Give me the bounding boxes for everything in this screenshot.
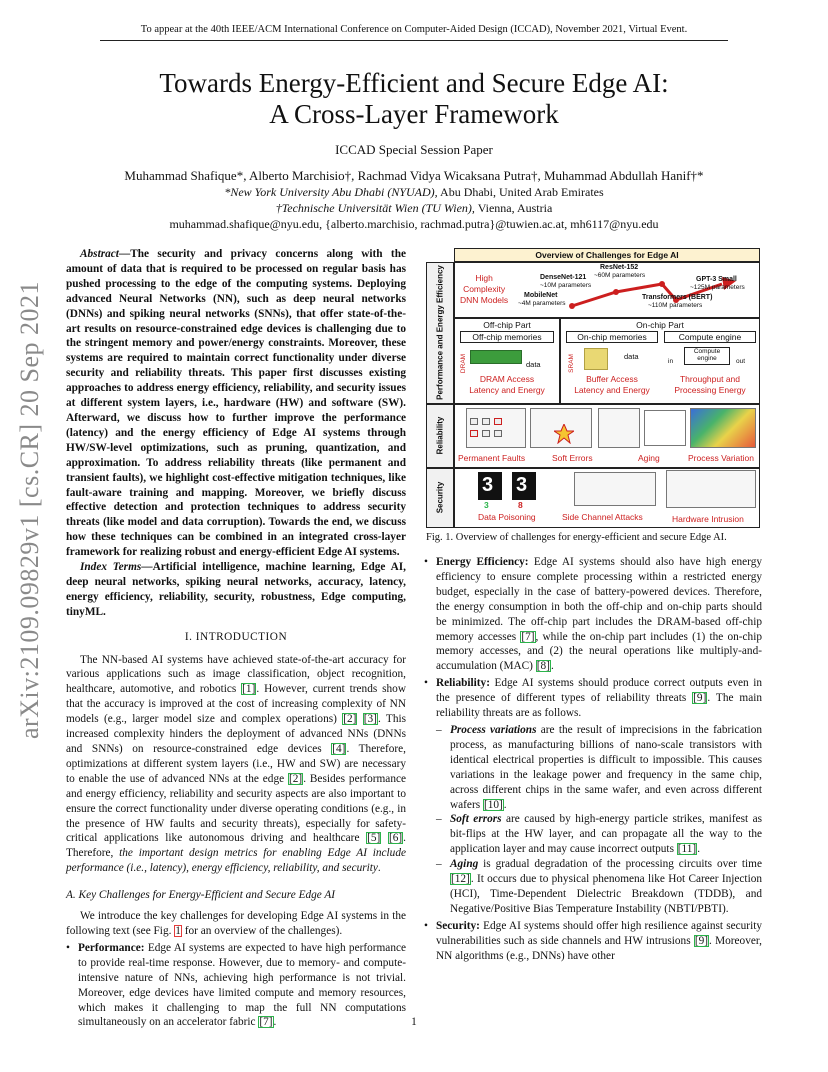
list-item-security: • Security: Edge AI systems should offer high resilience against security vulnerabilities such as side channels and HW intrusions [9]. Moreover, NN algorithms (e.g., DNNs) have other bbox=[424, 919, 762, 964]
citation-link[interactable]: [7] bbox=[521, 630, 535, 643]
onchip-part-label: On-chip Part bbox=[636, 320, 684, 330]
sram-chip-icon bbox=[584, 348, 608, 370]
affiliation-1: *New York University Abu Dhabi (NYUAD), Abu Dhabi, United Arab Emirates bbox=[224, 185, 604, 199]
data-poisoning-label: Data Poisoning bbox=[478, 512, 536, 522]
index-terms: Index Terms—Artificial intelligence, machine learning, Edge AI, deep neural networks, spiking neural networks, accuracy, latency, energy efficiency, reliability, security, robustness, Edge computing, tinyML. bbox=[66, 561, 406, 618]
permanent-faults-diagram bbox=[466, 408, 526, 448]
offchip-memories-label: Off-chip memories bbox=[472, 332, 542, 342]
intro-paragraph: The NN-based AI systems have achieved state-of-the-art accuracy for various applications such as image classification, object recognition, healthcare, automotive, and robotics [1]. However, current trends show that the accuracy is improved at the cost of increasing complexity of NN models (e.g., larger model size and complex operations) [2] [3]. This increased complexity hinders the deployment of advanced NNs (DNNs and SNNs) on resource-constrained edge devices [4]. Therefore, optimizations at different system layers (i.e., HW and SW) are necessary to enable the use of advanced NNs at the edge [2]. Besides performance and energy efficiency, reliability and security aspects are also important to ensure the correct functionality under diverse operating conditions (e.g., in the presence of HW faults and security threats), especially for safety-critical applications like autonomous driving and healthcare [5] [6]. Therefore, the important design metrics for enabling Edge AI include performance (i.e., latency), energy efficiency, reliability, and security. bbox=[66, 653, 407, 875]
faulty-pe-cell bbox=[470, 430, 478, 437]
title-line-2: A Cross-Layer Framework bbox=[269, 99, 559, 129]
soft-errors-label: Soft Errors bbox=[552, 453, 593, 463]
sram-data-label: data bbox=[624, 352, 639, 361]
particle-strike-icon bbox=[554, 424, 574, 444]
pe-cell bbox=[494, 430, 502, 437]
author-names: Muhammad Shafique*, Alberto Marchisio†, Rachmad Vidya Wicaksana Putra†, Muhammad Abdullah Hanif†* bbox=[124, 168, 704, 183]
aging-diagram bbox=[644, 410, 686, 446]
author-block bbox=[0, 168, 828, 232]
citation-link[interactable]: [10] bbox=[483, 798, 503, 811]
permanent-faults-label: Permanent Faults bbox=[458, 453, 526, 463]
compute-out-label: out bbox=[736, 358, 746, 365]
model-mobilenet-name: MobileNet bbox=[524, 292, 558, 299]
hardware-intrusion-diagram bbox=[666, 470, 756, 508]
paper-title bbox=[0, 68, 828, 130]
citation-link[interactable]: [2] bbox=[343, 713, 357, 726]
citation-link[interactable]: [9] bbox=[693, 692, 707, 705]
compute-engine-header: Compute engine bbox=[678, 332, 742, 342]
pe-cell bbox=[482, 430, 490, 437]
clean-prediction: 3 bbox=[484, 500, 489, 510]
dram-data-label: data bbox=[526, 360, 541, 369]
model-resnet-name: ResNet-152 bbox=[600, 264, 639, 271]
model-densenet-name: DenseNet-121 bbox=[540, 274, 587, 281]
model-point-resnet bbox=[659, 281, 665, 287]
pe-cell bbox=[470, 418, 478, 425]
citation-link[interactable]: [1] bbox=[242, 683, 256, 696]
citation-link[interactable]: [9] bbox=[694, 934, 709, 947]
arxiv-stamp: arXiv:2109.09829v1 [cs.CR] 20 Sep 2021 bbox=[15, 280, 44, 740]
hardware-intrusion-label: Hardware Intrusion bbox=[672, 514, 744, 524]
poisoned-prediction: 8 bbox=[518, 500, 523, 510]
list-item-performance: • Performance: Edge AI systems are expected to have high performance to provide real-time response. However, due to memory- and compute-intensive nature of NNs, achieving high performance is not trivial. Moreover, edge devices have limited compute and memory resources, which makes it challenging to map the full NN computations simultaneously on an accelerator fabric [7]. bbox=[66, 941, 406, 1030]
dram-label: DRAM bbox=[460, 353, 468, 374]
citation-link[interactable]: [3] bbox=[363, 713, 377, 726]
session-label: ICCAD Special Session Paper bbox=[335, 142, 493, 157]
throughput-caption: Throughput and Processing Energy bbox=[674, 374, 746, 395]
citation-link[interactable]: [8] bbox=[536, 660, 550, 673]
offchip-part-label: Off-chip Part bbox=[483, 320, 531, 330]
right-column bbox=[424, 553, 762, 965]
citation-link[interactable]: [4] bbox=[332, 743, 346, 755]
header-rule bbox=[100, 40, 728, 41]
model-gpt3-params: ~125M parameters bbox=[690, 284, 745, 291]
compute-in-label: in bbox=[668, 358, 674, 365]
side-channel-diagram bbox=[574, 472, 656, 506]
model-resnet-params: ~60M parameters bbox=[594, 272, 646, 279]
dram-module-icon bbox=[470, 350, 522, 364]
figure-link[interactable]: 1 bbox=[175, 924, 181, 937]
left-column bbox=[66, 247, 406, 1032]
abstract: Abstract—The security and privacy concerns along with the amount of data that is required to be processed on regular basis has pushed processing to the edge of the computing systems. Deploying advanced Neural Networks (NN), such as deep neural networks (DNNs) and spiking neural networks (SNNs), that offer state-of-the-art results on resource-constrained edge devices is challenging due to the stringent memory and power/energy constraints. Moreover, these systems are required to maintain correct functionality under diverse security and reliability threats. This paper first discusses existing approaches to address energy efficiency, reliability, and security issues at different system layers, i.e., hardware (HW) and software (SW). Afterward, we discuss how to further improve the performance (latency) and the energy efficiency of Edge AI systems through HW/SW-level optimizations, such as pruning, quantization, and approximation. To address reliability threats (like permanent and transient faults), we highlight cost-effective mitigation techniques, like fault-aware training and mapping. Moreover, we briefly discuss effective detection and protection techniques to address security threats (like model and data corruption). Towards the end, we discuss how these techniques can be combined in an integrated cross-layer framework for realizing robust and energy-efficient Edge AI systems. bbox=[66, 248, 406, 559]
citation-link[interactable]: [6] bbox=[388, 832, 403, 845]
list-item-energy-efficiency: • Energy Efficiency: Edge AI systems should also have high energy efficiency to ensure complete processing within a restricted energy budget, especially in the case of battery-powered devices. Therefore, the energy consumption in both the off-chip and on-chip parts should be minimized. The off-chip part includes the DRAM-based off-chip memory accesses [7], while the on-chip part includes (1) the on-chip memory accesses, and (2) the neural operations like multiply-and-accumulation (MAC) [8]. bbox=[424, 555, 762, 674]
challenge-list-continued bbox=[424, 555, 762, 963]
title-line-1: Towards Energy-Efficient and Secure Edge AI: bbox=[159, 68, 669, 98]
process-variation-heatmap bbox=[690, 408, 756, 448]
figure-header: Overview of Challenges for Edge AI bbox=[535, 250, 679, 260]
author-emails: muhammad.shafique@nyu.edu, {alberto.marchisio, rachmad.putra}@tuwien.ac.at, mh6117@nyu.edu bbox=[169, 217, 659, 231]
model-bert-params: ~110M parameters bbox=[648, 302, 703, 309]
reliability-threat-list bbox=[436, 723, 762, 917]
high-complexity-label: High Complexity DNN Models bbox=[460, 273, 509, 305]
running-header: To appear at the 40th IEEE/ACM International Conference on Computer-Aided Design (ICCAD), November 2021, Virtual Event. bbox=[140, 24, 688, 35]
buffer-caption: Buffer Access Latency and Energy bbox=[574, 374, 650, 395]
citation-link[interactable]: [11] bbox=[677, 843, 697, 856]
section-heading-introduction: I. INTRODUCTION bbox=[184, 630, 288, 643]
row-label-reliability: Reliability bbox=[435, 416, 445, 455]
row-label-performance: Performance and Energy Efficiency bbox=[435, 265, 445, 400]
digit-poisoned-glyph: 3 bbox=[516, 474, 528, 496]
model-gpt3-name: GPT-3 Small bbox=[696, 276, 737, 283]
citation-link[interactable]: [2] bbox=[289, 772, 303, 785]
model-bert-name: Transformers (BERT) bbox=[642, 294, 713, 301]
onchip-memories-label: On-chip memories bbox=[577, 332, 647, 342]
list-item-soft-errors: – Soft errors are caused by high-energy particle strikes, manifest as bit-flips at the HW layer, and can propagate all the way to the application layer and may cause incorrect outputs [11]. bbox=[436, 812, 762, 857]
figure-caption: Fig. 1. Overview of challenges for energy-efficient and secure Edge AI. bbox=[426, 532, 727, 543]
memory-array-diagram bbox=[598, 408, 640, 448]
process-variation-label: Process Variation bbox=[688, 453, 754, 463]
compute-engine-box-label: Compute engine bbox=[693, 348, 721, 362]
digit-clean-glyph: 3 bbox=[482, 474, 494, 496]
list-item-aging: – Aging is gradual degradation of the processing circuits over time [12]. It occurs due to physical phenomena like Hot Career Injection (HCI), Time-Dependent Dielectric Breakdown (TDDB), and Negative/Positive Bias Temperature Instability (NBTI/PBTI). bbox=[436, 857, 762, 917]
citation-link[interactable]: [7] bbox=[259, 1016, 273, 1029]
list-item-process-variations: – Process variations are the result of imprecisions in the fabrication process, as manufacturing billions of nano-scale transistors with identical electrical properties is difficult to impossible. This causes variations in the leakage power and frequency in the same chip, across different chips in the same wafer, and even across different wafers [10]. bbox=[436, 723, 762, 812]
faulty-pe-cell bbox=[494, 418, 502, 425]
pe-cell bbox=[482, 418, 490, 425]
page-number: 1 bbox=[411, 1016, 417, 1028]
citation-link[interactable]: [5] bbox=[367, 832, 381, 845]
list-item-reliability: • Reliability: Edge AI systems should produce correct outputs even in the presence of different types of reliability threats [9]. The main reliability threats are as follows. – Process variations are the result of imprecisions in the fabrication process, as manufacturing billions of nano-scale transistors with identical electrical properties is difficult to impossible. This causes variations in the leakage power and frequency in the same chip, across different chips in the same wafer, and even across different wafers [10]. – Soft errors are caused by high-energy particle strikes, manifest as bit-flips at the HW layer, and can propagate all the way to the application layer and may cause incorrect outputs [11]. – Aging is gradual degradation of the processing circuits over time [12]. It occurs due to physical phenomena like Hot Career Injection (HCI), Time-Dependent Dielectric Breakdown (TDDB), and Negative/Positive Bias Temperature Instability (NBTI/PBTI). bbox=[424, 676, 762, 917]
model-densenet-params: ~10M parameters bbox=[540, 282, 592, 289]
model-point-mobilenet bbox=[569, 303, 575, 309]
row-label-security: Security bbox=[435, 481, 445, 514]
affiliation-2: †Technische Universität Wien (TU Wien), Vienna, Austria bbox=[275, 201, 553, 215]
dram-caption: DRAM Access Latency and Energy bbox=[469, 374, 545, 395]
citation-link[interactable]: [12] bbox=[451, 873, 470, 886]
subsection-heading-key-challenges: A. Key Challenges for Energy-Efficient and Secure Edge AI bbox=[66, 889, 336, 902]
sram-label: SRAM bbox=[567, 354, 575, 373]
side-channel-label: Side Channel Attacks bbox=[562, 512, 643, 522]
aging-label: Aging bbox=[638, 453, 660, 463]
key-challenges-intro: We introduce the key challenges for developing Edge AI systems in the following text (see Fig. 1 for an overview of the challenges). bbox=[66, 910, 406, 937]
figure-1 bbox=[426, 248, 760, 528]
model-point-densenet bbox=[613, 289, 619, 295]
model-mobilenet-params: ~4M parameters bbox=[518, 300, 566, 307]
